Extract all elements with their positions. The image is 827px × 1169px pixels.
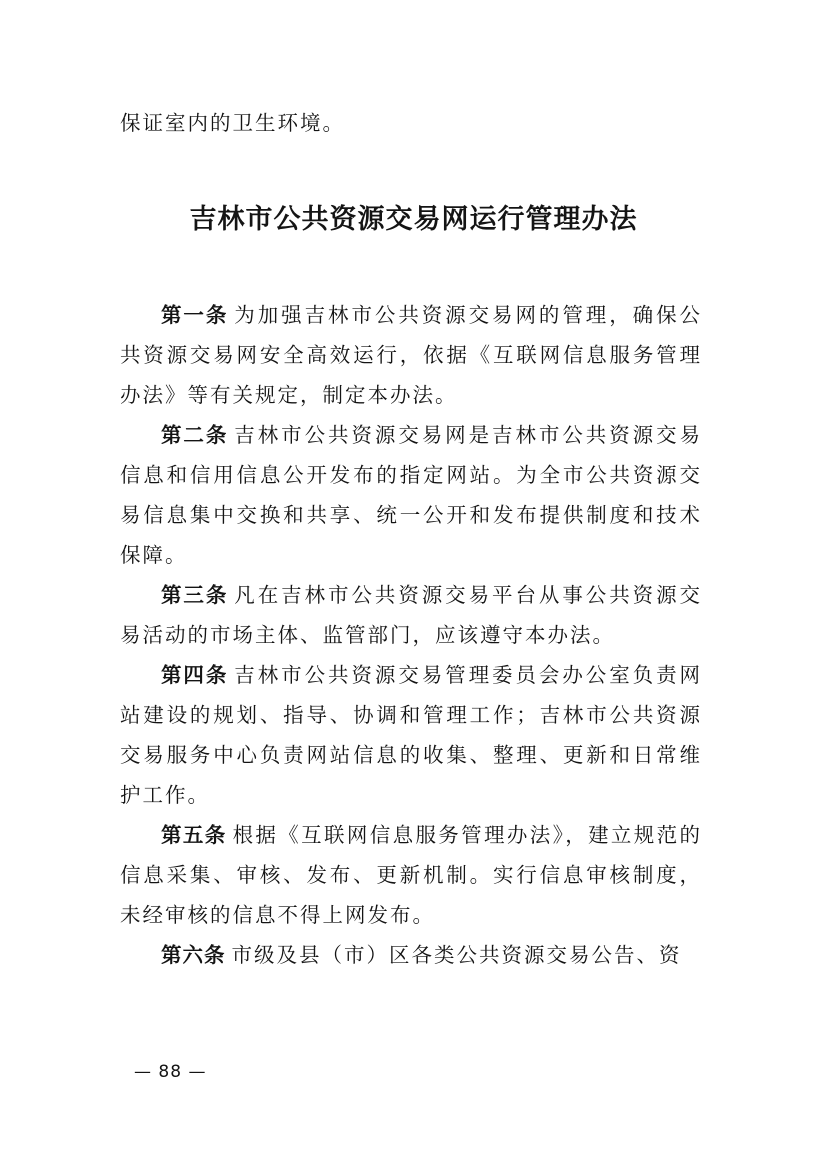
article-label: 第五条 [161,823,227,847]
articles-body [120,295,702,975]
article-3 [120,575,702,655]
article-text: 根据《互联网信息服务管理办法》，建立规范的信息采集、审核、发布、更新机制。实行信息审核制度，未经审核的信息不得上网发布。 [120,823,703,927]
article-label: 第四条 [161,663,229,687]
article-text: 凡在吉林市公共资源交易平台从事公共资源交易活动的市场主体、监管部门，应该遵守本办法。 [120,583,703,647]
article-6 [120,935,702,975]
continuation-text: 保证室内的卫生环境。 [120,111,345,135]
article-label: 第一条 [161,303,229,327]
article-5 [120,815,702,935]
article-text: 为加强吉林市公共资源交易网的管理，确保公共资源交易网安全高效运行，依据《互联网信息服务管理办法》等有关规定，制定本办法。 [120,303,703,407]
article-label: 第二条 [161,423,229,447]
article-2 [120,415,702,575]
article-1 [120,295,702,415]
document-title: 吉林市公共资源交易网运行管理办法 [189,204,638,235]
article-text: 吉林市公共资源交易网是吉林市公共资源交易信息和信用信息公开发布的指定网站。为全市公共资源交易信息集中交换和共享、统一公开和发布提供制度和技术保障。 [120,423,703,567]
page-number: — 88 — [134,1062,207,1082]
article-4 [120,655,702,815]
article-text: 吉林市公共资源交易管理委员会办公室负责网站建设的规划、指导、协调和管理工作；吉林市公共资源交易服务中心负责网站信息的收集、整理、更新和日常维护工作。 [120,663,703,807]
article-label: 第六条 [161,943,226,967]
article-text: 市级及县（市）区各类公共资源交易公告、资 [231,943,682,967]
article-label: 第三条 [161,583,229,607]
